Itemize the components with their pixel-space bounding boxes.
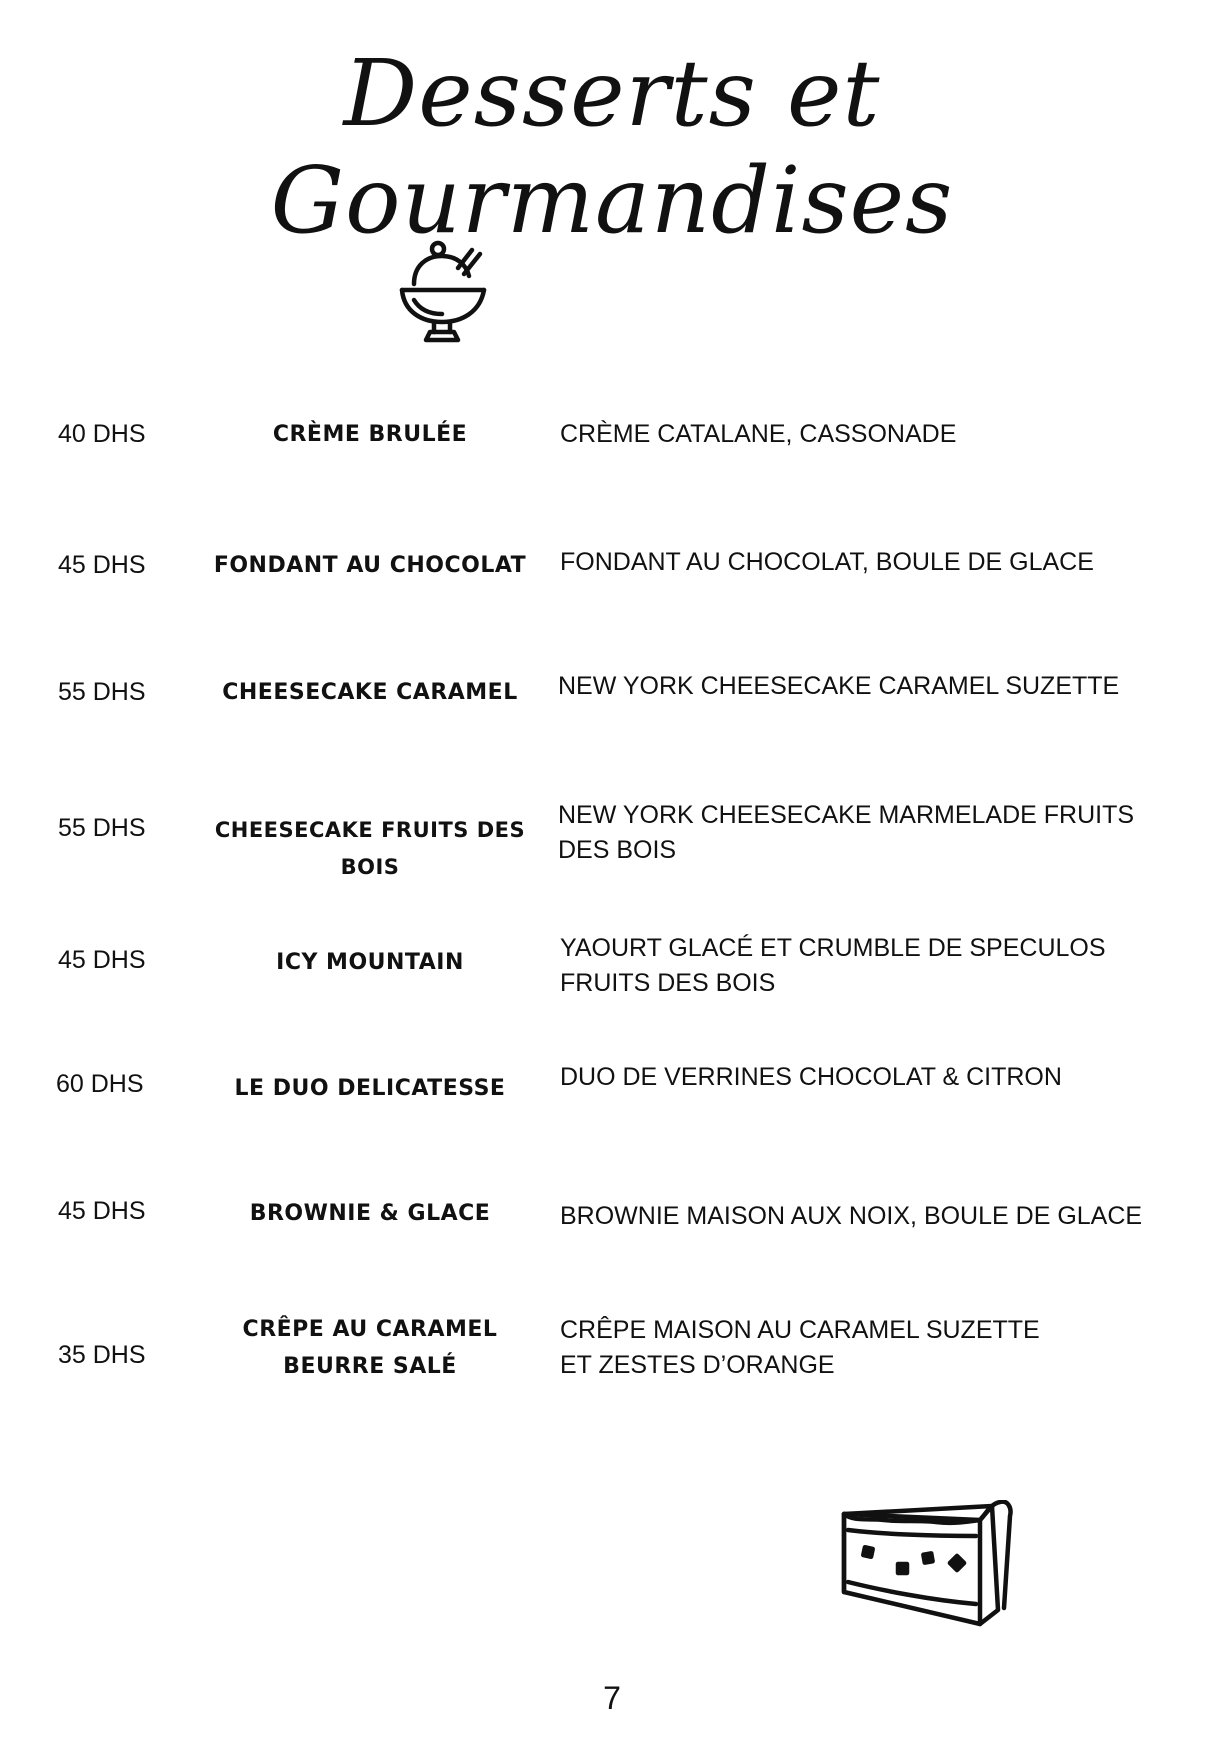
item-name: LE DUO DELICATESSE [234,1076,506,1101]
item-description: NEW YORK CHEESECAKE MARMELADE FRUITS DES BOIS [558,801,1135,864]
menu-item [0,414,1224,494]
item-price: 45 DHS [58,551,146,579]
item-description: FONDANT AU CHOCOLAT, BOULE DE GLACE [560,548,1094,576]
item-description: DUO DE VERRINES CHOCOLAT & CITRON [560,1063,1062,1091]
item-price: 40 DHS [58,420,146,448]
page-number: 7 [603,1680,621,1716]
item-name: CRÈME BRULÉE [272,422,468,447]
item-name: CHEESECAKE CARAMEL [222,680,518,705]
menu-item [0,545,1224,625]
menu-item [0,931,1224,1011]
item-name: ICY MOUNTAIN [276,950,464,975]
menu-item [0,798,1224,878]
item-description: CRÊPE MAISON AU CARAMEL SUZETTE ET ZESTES D’ORANGE [560,1316,1040,1379]
menu-item [0,1310,1224,1390]
item-name: CHEESECAKE FRUITS DES BOIS [214,818,526,879]
item-price: 45 DHS [58,946,146,974]
item-price: 60 DHS [56,1070,144,1098]
item-description: YAOURT GLACÉ ET CRUMBLE DE SPECULOS FRUITS DES BOIS [560,934,1106,997]
item-price: 45 DHS [58,1197,146,1225]
menu-item [0,1195,1224,1275]
cake-slice-icon [840,1500,1016,1630]
menu-item [0,1060,1224,1140]
item-price: 55 DHS [58,678,146,706]
item-description: NEW YORK CHEESECAKE CARAMEL SUZETTE [558,672,1120,700]
item-name: BROWNIE & GLACE [249,1201,491,1226]
item-description: BROWNIE MAISON AUX NOIX, BOULE DE GLACE [560,1202,1143,1230]
item-price: 35 DHS [58,1341,146,1369]
item-price: 55 DHS [58,814,146,842]
ice-cream-sundae-icon [398,240,492,346]
menu-item [0,672,1224,752]
item-name: FONDANT AU CHOCOLAT [213,553,527,578]
menu-title: Desserts et Gourmandises [270,40,954,254]
item-description: CRÈME CATALANE, CASSONADE [560,420,957,448]
item-name: CRÊPE AU CARAMEL BEURRE SALÉ [242,1317,498,1379]
